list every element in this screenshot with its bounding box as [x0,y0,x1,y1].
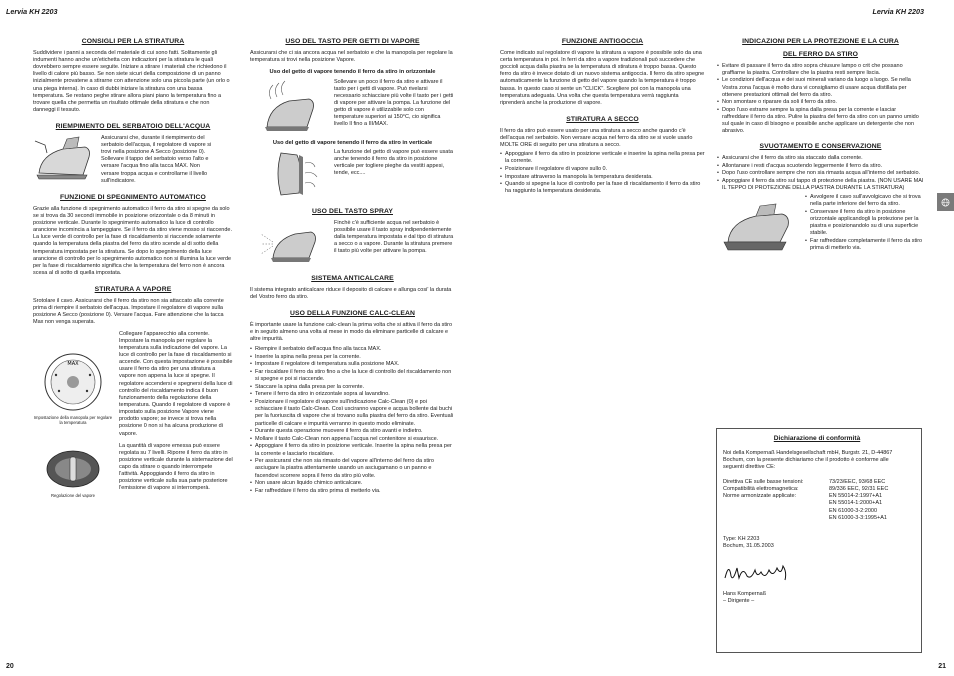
storage-figure-steps [805,194,923,258]
section-body: Come indicato sul regolatore di vapore la stiratura a vapore è possibile solo da una certa temperatura in poi. In ferri da stiro a vapore tradizionali può succedere che goccioli acqua dalla piastra se la temperatura di stiratura è troppo bassa. Questo ferro da stiro è invece dotato di un nuovo sistema antigoccia. Il ferro da stiro spegne automaticamente la funzione di getto del vapore quando la temperatura è troppo bassa. In questo caso si sente un "CLICK". Scegliere poi con la manopola una temperatura adeguata. Una volta che questa temperatura verrà raggiunta riprenderà anche la produzione di vapore. [500,49,705,106]
list-item: • Impostare attraverso la manopola la temperatura desiderata. [500,174,705,181]
temperature-dial-figure [33,331,233,440]
section-body: Il sistema integrato anticalcare riduce il deposito di calcare e allunga cosi' la durata del Vostro ferro da stiro. [250,286,452,300]
column-4 [717,38,924,258]
place-date: Bochum, 31.05.2003 [723,542,774,549]
list-item: • Durante questa operazione muovere il ferro da stiro avanti e indietro. [250,428,455,435]
vertical-steam-figure [250,149,455,201]
list-item: • Inserire la spina nella presa per la corrente. [250,354,455,361]
section-title: SVUOTAMENTO E CONSERVAZIONE [759,143,882,151]
column-1 [33,38,233,498]
list-item: • Non smontare o riparare da soli il ferro da stiro. [717,99,924,106]
section-title: CONSIGLI PER LA STIRATURA [81,38,185,45]
section-title: STIRATURA A SECCO [566,115,639,123]
signer-role: – Dirigente – [723,598,755,605]
section-title: RIEMPIMENTO DEL SERBATOIO DELL'ACQUA [55,123,211,131]
vertical-steam-illustration [250,149,328,201]
list-item: • Allontanare i resti d'acqua scuotendo leggermente il ferro da stiro. [717,163,924,170]
horizontal-steam-illustration [250,79,328,137]
list-item: • Appoggiare il ferro da stiro in posizione verticale e inserire la spina nella presa per la corrente. [500,151,705,165]
section-body: Assicurarsi che ci sia ancora acqua nel serbatoio e che la manopola per regolare la temperatura si trovi nella posizione Vapore. [250,49,453,63]
list-item: • Impostare il regolatore di temperatura sulla posizione MAX. [250,361,455,368]
section-title: USO DELLA FUNZIONE CALC-CLEAN [290,309,415,317]
directive-label [723,500,829,507]
section-body: La funzione del getto di vapore può essere usata anche tenendo il ferro da stiro in posizione verticale per togliere pieghe da vestiti appesi, tende, ecc.... [334,148,453,177]
list-item: • Far riscaldare il ferro da stiro fino a che la luce di controllo del riscaldamento non si spegne e poi si riaccende. [250,369,455,383]
list-item: • Tenere il ferro da stiro in orizzontale sopra al lavandino. [250,391,455,398]
section-title: STIRATURA A VAPORE [94,286,172,294]
list-item: • Le condizioni dell'acqua e dei suoi minerali variano da luogo a luogo. Se nella Vostra zona l'acqua è molto dura vi consigliamo di usare acqua distillata per ottenere prestazioni ottimali del ferro da stiro. [717,77,924,98]
list-item: • Conservare il ferro da stiro in posizione orizzontale applicandogli la protezione per la piastra e posizionandolo su di una superficie stabile. [805,209,923,238]
list-item: • Evitare di passare il ferro da stiro sopra chiusure lampo o crit che possano graffiarne la piastra. Controllare che la piastra resti sempre liscia. [717,63,924,77]
subsection-title: Uso del getto di vapore tenendo il ferro da stiro in orizzontale [269,69,436,76]
section-body: Collegare l'apparecchio alla corrente. Impostare la manopola per regolare la temperatura sulla indicazione del vapore. La luce di controllo per la fase di riscaldamento si accende. Con questa impostazione è possibile usare il ferro da stiro per una stiratura a vapore non appena la luce si spegne. Il regolatore accendersi e spegnersi della luce di controllo del riscaldamento indica il buon funzionamento della regolazione della temperatura. Quando il regolatore di vapore è impostato sulla posizione Vapore viene prodotto vapore; se invece si trova nella posizione 0 non si ha alcuna produzione di vapore. [119,330,233,437]
column-3 [500,38,705,196]
storage-steps [717,155,924,192]
calc-clean-steps [250,346,455,495]
iron-storage-illustration [717,194,799,258]
section-body: Suddividere i panni a seconda del materiale di cui sono fatti. Solitamente gli indumenti hanno anche un'etichetta con indicazioni per la stiratura le quali dovrebbero sempre essere seguite. Iniziare a stirare i materiali che richiedono il livello di calore più basso. Se non siete sicuri della composizione di un panno inizialmente provatene a stirarne con attenzione solo una piccola parte (un orlo o una piega interna). In caso di dubbi iniziare la stiratura con una bassa temperatura. Se restano peghe stirare allora piani piano la temperatura fino a trovare quella che permetta un risultato ottimale della stiratura e che non danneggi il tessuto. [33,49,230,113]
page-number-left: 20 [6,663,14,670]
list-item: • Mollare il tasto Calc-Clean non appena l'acqua nel contenitore si esaurisce. [250,436,455,443]
directive-label: Norme armonizzate applicate: [723,493,797,500]
directive-value: 89/336 EEC, 92/31 EEC [829,486,889,493]
directive-value: EN 61000-3-2:2000 [829,507,878,514]
section-body: Finchè c'è sufficiente acqua nel serbatoio è possibile usare il tasto spray indipendentemente dalla temperatura impostata e dal tipo di stiratura a secco o a vapore. Durante la stiratura premere il tasto più volte per attivare la pompa. [334,219,454,255]
section-body: Il ferro da stiro può essere usato per una stiratura a secco anche quando c'è dell'acqua nel serbatoio. Non versare acqua nel ferro da stiro se si vuole usarlo MOLTE ORE di seguito per una stiratura a secco. [500,127,693,149]
page-header-left: Lervia KH 2203 [6,7,58,16]
spray-figure [250,220,455,268]
spray-illustration [250,220,328,268]
list-item: • Dopo l'uso estrarre sempre la spina dalla presa per la corrente e lasciar raffreddare il ferro da stiro. Pulire la piastra del ferro da stiro con un panno umido sul quale in caso di bisogno e possibile anche applicare un detergente che non abrasivo. [717,107,924,136]
directive-label [723,515,829,522]
list-item: • Quando si spegne la luce di controllo per la fase di riscaldamento il ferro da stiro ha raggiunto la temperatura desiderata. [500,181,705,195]
directive-value: EN 55014-1:2000+A1 [829,500,883,507]
horizontal-steam-figure [250,79,455,137]
steam-regulator-figure [33,443,233,498]
figure-caption: Regolazione del vapore [51,492,95,498]
section-body: Assicurarsi che, durante il riempimento del serbatoio dell'acqua, il regolatore di vapore si trovi nella posizione A Secco (posizione 0). Sollevare il tappo del serbatoio verso l'alto e versare l'acqua fino alla tacca MAX. Non versare troppa acqua e controllarne il livello sull'indicatore. [101,134,212,184]
section-body: Srotolare il cavo. Assicurarsi che il ferro da stiro non sia attaccato alla corrente prima di riempire il serbatoio dell'acqua. Impostare il regolatore di vapore sulla posizione A Secco (posizione 0). Versare l'acqua. Fare attenzione che la tacca Max non venga superata. [33,297,224,326]
list-item: • Staccare la spina dalla presa per la corrente. [250,384,455,391]
list-item: • Posizionare il regolatore di vapore sull'indicazione Calc-Clean (0) e poi schiacciare il tasto Calc-Clean. Così usciranno vapore e acqua bollente dai buchi per la fuoriuscita di vapore che si trovano sulla piastra del ferro da stiro. Eventuali particelle di calcare e impurità verranno in questo modo eliminate. [250,399,455,428]
section-title: USO DEL TASTO PER GETTI DI VAPORE [285,38,420,45]
list-item: • Appoggiare il ferro da stiro in posizione verticale. Inserire la spina nella presa per la corrente e lasciarlo riscaldare. [250,443,455,457]
temperature-dial-illustration [33,331,113,440]
section-title: DEL FERRO DA STIRO [782,50,859,58]
globe-icon [941,198,950,207]
directive-value: EN 61000-3-3:1995+A1 [829,514,887,521]
declaration-of-conformity [716,428,922,653]
list-item: • Assicurarsi che il ferro da stiro sia staccato dalla corrente. [717,155,924,162]
directive-label: Direttiva CE sulle basse tensioni: [723,478,804,485]
list-item: • Avvolgere il cavo sull'avvolgicavo che si trova nella parte inferiore del ferro da stiro. [805,194,923,208]
list-item: • Far raffreddare completamente il ferro da stiro prima di metterlo via. [805,238,923,252]
directive-label [723,508,829,515]
signature [723,558,793,584]
column-2 [250,38,455,495]
storage-figure [717,194,924,258]
list-item: • Posizionare il regolatore di vapore sullo 0. [500,166,705,173]
figure-caption: Impostazione della manopola per regolare la temperatura [33,414,113,425]
list-item: • Riempire il serbatoio dell'acqua fino alla tacca MAX. [250,346,455,353]
page-number-right: 21 [938,663,946,670]
list-item: • Non usare alcun liquido chimico anticalcare. [250,480,455,487]
list-item: • Appoggiare il ferro da stiro sul tappo di protezione della piastra. (NON USARE MAI IL TEPPO DI PROTEZIONE DELLA PIASTRA DURANTE LA STIRATURA) [717,178,924,192]
section-body: Sollevare un poco il ferro da stiro e attivare il tasto per i getti di vapore. Può rivelarsi necessario schiacciare più volte il tasto per i getti di vapore per attivare la pompa. La funzione del getto di vapore è utilizzabile solo con temperature superiori ai 150°C, cio significa livello Il fino a III/MAX. [334,78,454,128]
signer-name: Hans Kompernaß [723,591,767,598]
steam-regulator-illustration [33,443,113,498]
product-type: Type: KH 2203 [723,535,760,542]
svg-text:MAX: MAX [67,360,79,367]
subsection-title: Uso del getto di vapore tenendo il ferro da stiro in verticale [272,139,433,146]
dry-ironing-steps [500,151,705,195]
section-title: SISTEMA ANTICALCARE [311,274,394,282]
care-instructions [717,63,924,136]
section-body: Grazie alla funzione di spegnimento automatico il ferro da stiro si spegne da solo se si trova da 30 secondi immobile in posizione orizzontale o da 8 minuti in posizione verticale. Durante lo spegnimento automatico la luce di controllo arancione incomincia a lampeggiare. Se il ferro da stiro viene mosso si riaccende. La luce verde di controllo per la fase di riscaldamento si riaccende solamente quando la temperatura della piastra del ferro da stiro scende al di sotto della temperatura impostata per la stiratura. Se dopo lo spegnimento della luce arancione di controllo per lo spegnimento automatico non si illumina la luce verde per la fase di riscaldamento significa che la temperatura del ferro non è ancora scesa al di sotto di quella impostata. [33,205,233,276]
declaration-intro: Noi della Kompernaß Handelsgesellschaft mbH, Burgstr. 21, D-44867 Bochum, con la presente dichiariamo che il prodotto è conforme alle seguenti direttive CE: [723,449,893,470]
section-title: USO DEL TASTO SPRAY [312,207,393,215]
section-title: FUNZIONE ANTIGOCCIA [561,38,644,45]
section-title: FUNZIONE DI SPEGNIMENTO AUTOMATICO [60,193,206,201]
list-item: • Dopo l'uso controllare sempre che non sia rimasta acqua all'interno del serbatoio. [717,170,924,177]
language-tab [937,193,954,211]
iron-fill-illustration [33,135,95,187]
list-item: • Per assicurarsi che non sia rimasto del vapore all'interno del ferro da stiro asciugare la piastra attentamente usando un asciugamano o un panno e facendovi scorrere sopra il ferro da stiro più volte. [250,458,455,479]
directive-value: 73/23/EEC, 93/68 EEC [829,478,886,485]
section-body: La quantità di vapore emessa può essere regolata su 7 livelli. Riporre il ferro da stiro in posizione verticale durante la sistemazione del capo da stirare o quando interrompete l'attività. Appoggiando il ferro da stiro in posizione verticale sulla sua parte posteriore l'emissione di vapore si interromperà. [119,442,233,492]
list-item: • Far raffreddare il ferro da stiro prima di metterlo via. [250,488,455,495]
section-body: È importante usare la funzione calc-clean la prima volta che si attiva il ferro da stiro e in seguito almeno una volta al mese in modo da eliminare particelle di calcare e altre impurità. [250,321,453,342]
page-header-right: Lervia KH 2203 [872,7,924,16]
directive-label: Compatibilità elettromagnetica: [723,486,799,493]
fill-water-figure [33,135,233,187]
directive-value: EN 55014-2:1997+A1 [829,493,883,500]
declaration-title: Dichiarazione di conformità [773,435,861,442]
section-title: INDICAZIONI PER LA PROTEZIONE E LA CURA [742,38,899,45]
